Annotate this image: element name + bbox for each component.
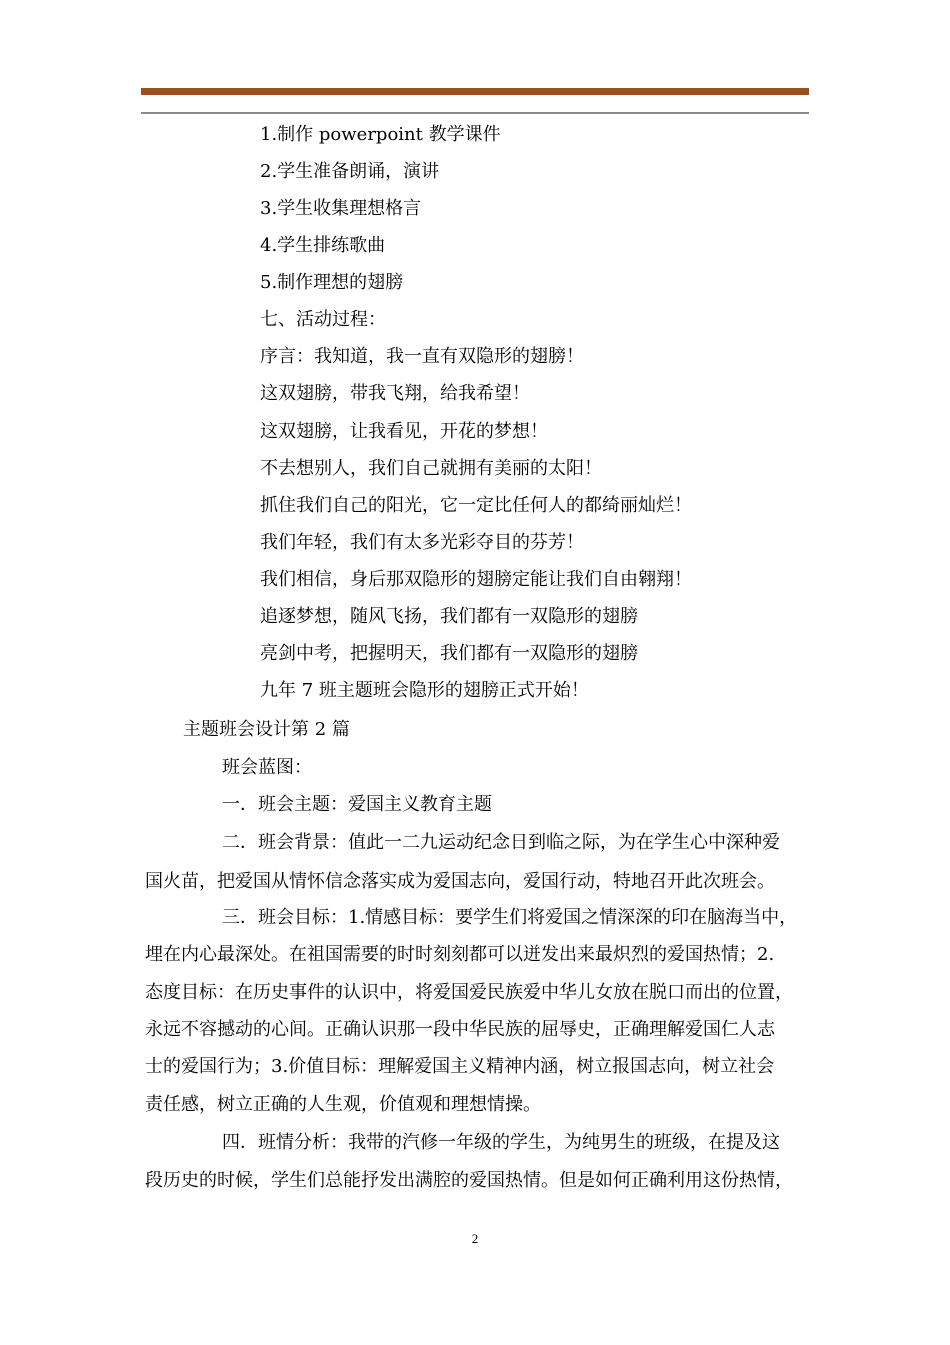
background-line: 国火苗，把爱国从情怀信念落实成为爱国志向，爱国行动，特地召开此次班会。 [145, 871, 775, 892]
blueprint-label: 班会蓝图： [222, 757, 312, 778]
background-line: 二．班会背景：值此一二九运动纪念日到临之际，为在学生心中深种爱 [222, 832, 780, 853]
poem-line: 序言：我知道，我一直有双隐形的翅膀！ [260, 346, 584, 367]
goals-line: 埋在内心最深处。在祖国需要的时时刻刻都可以迸发出来最炽烈的爱国热情；2. [145, 944, 775, 965]
goals-line: 永远不容撼动的心间。正确认识那一段中华民族的屈辱史，正确理解爱国仁人志 [145, 1019, 775, 1040]
list-item: 3.学生收集理想格言 [260, 198, 422, 219]
poem-line: 这双翅膀，带我飞翔，给我希望！ [260, 383, 530, 404]
section-title: 七、活动过程： [260, 309, 386, 330]
poem-line: 我们年轻，我们有太多光彩夺目的芬芳！ [260, 532, 584, 553]
analysis-line: 四．班情分析：我带的汽修一年级的学生，为纯男生的班级，在提及这 [222, 1132, 780, 1153]
page-number: 2 [471, 1231, 479, 1246]
list-item: 4.学生排练歌曲 [260, 235, 386, 256]
goals-line: 三．班会目标：1.情感目标：要学生们将爱国之情深深的印在脑海当中， [222, 907, 798, 928]
goals-line: 态度目标：在历史事件的认识中，将爱国爱民族爱中华儿女放在脱口而出的位置， [145, 982, 793, 1003]
poem-line: 抓住我们自己的阳光，它一定比任何人的都绮丽灿烂！ [260, 495, 692, 516]
list-item: 2.学生准备朗诵，演讲 [260, 161, 440, 182]
header-rule-thin [141, 112, 809, 114]
theme-line: 一．班会主题：爱国主义教育主题 [222, 794, 492, 815]
article-heading: 主题班会设计第 2 篇 [183, 719, 350, 740]
goals-line: 士的爱国行为；3.价值目标：理解爱国主义精神内涵，树立报国志向，树立社会 [145, 1056, 775, 1077]
poem-line: 这双翅膀，让我看见，开花的梦想！ [260, 421, 548, 442]
list-item: 1.制作 powerpoint 教学课件 [260, 124, 501, 145]
poem-line: 我们相信，身后那双隐形的翅膀定能让我们自由翱翔！ [260, 569, 692, 590]
header-rule-thick [141, 88, 809, 95]
goals-line: 责任感，树立正确的人生观，价值观和理想情操。 [145, 1094, 541, 1115]
analysis-line: 段历史的时候，学生们总能抒发出满腔的爱国热情。但是如何正确利用这份热情， [145, 1170, 793, 1191]
poem-line: 不去想别人，我们自己就拥有美丽的太阳！ [260, 458, 602, 479]
poem-line: 九年 7 班主题班会隐形的翅膀正式开始！ [260, 680, 589, 701]
poem-line: 追逐梦想，随风飞扬，我们都有一双隐形的翅膀 [260, 606, 638, 627]
poem-line: 亮剑中考，把握明天，我们都有一双隐形的翅膀 [260, 643, 638, 664]
list-item: 5.制作理想的翅膀 [260, 272, 404, 293]
